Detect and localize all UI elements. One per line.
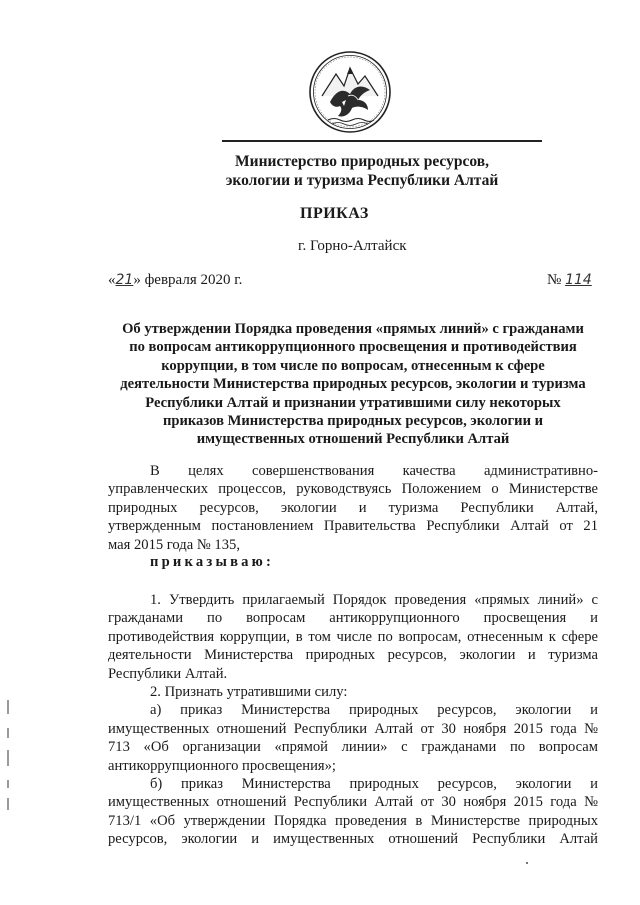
text-line: утвержденным постановлением Правительства Республики Алтай от 21 xyxy=(108,518,598,535)
number-value-handwritten: 114 xyxy=(565,272,592,288)
scan-speck xyxy=(526,862,528,864)
text-line: имущественных отношений Республики Алтай от 30 ноября 2015 года № xyxy=(108,794,598,811)
header-block xyxy=(222,140,542,190)
text-line: 1. Утвердить прилагаемый Порядок проведения «прямых линий» с xyxy=(150,592,598,608)
date-open-quote: « xyxy=(108,272,116,288)
text-line: б) приказ Министерства природных ресурсов, экологии и xyxy=(150,776,598,793)
ministry-line-2: экологии и туризма Республики Алтай xyxy=(225,172,499,189)
text-line: 713 «Об организации «прямой линии» с гражданами по вопросам xyxy=(108,739,598,756)
text-line: управленческих процессов, руководствуясь Положением о Министерстве xyxy=(108,481,598,498)
ministry-name xyxy=(222,152,502,190)
text-line: ресурсов, экологии и имущественных отношений Республики Алтай xyxy=(108,831,598,848)
text-line: а) приказ Министерства природных ресурсов, экологии и xyxy=(150,702,598,719)
date-rest: » февраля 2020 г. xyxy=(133,272,243,288)
ministry-line-1: Министерство природных ресурсов, xyxy=(235,153,489,170)
text-line: противодействия коррупции, в том числе по вопросам, отнесенным к сфере xyxy=(108,628,598,645)
coat-of-arms-emblem xyxy=(308,50,392,134)
order-number xyxy=(547,272,592,289)
number-prefix: № xyxy=(547,272,566,288)
subject-line: коррупции, в том числе по вопросам, отнесенным к сфере xyxy=(161,357,545,374)
scan-margin-marks xyxy=(7,700,11,810)
order-items xyxy=(108,591,598,849)
text-line: гражданами по вопросам антикоррупционного просвещения и xyxy=(108,610,598,627)
text-line: 2. Признать утратившими силу: xyxy=(150,684,348,701)
text-line: В целях совершенствования качества административно- xyxy=(150,463,598,479)
text-line: 713/1 «Об утверждении Порядка проведения в Министерстве природных xyxy=(108,812,598,829)
text-line: Республики Алтай. xyxy=(108,665,228,682)
order-word: приказываю: xyxy=(150,554,275,570)
preamble-paragraph xyxy=(108,462,598,554)
subject-line: имущественных отношений Республики Алтай xyxy=(196,431,510,448)
date-day-handwritten: 21 xyxy=(115,272,134,288)
order-subject xyxy=(108,320,598,449)
order-title: ПРИКАЗ xyxy=(300,205,369,222)
text-line: антикоррупционного просвещения»; xyxy=(108,757,336,774)
subject-line: приказов Министерства природных ресурсов, экологии и xyxy=(162,413,544,430)
text-line: имущественных отношений Республики Алтай от 30 ноября 2015 года № xyxy=(108,720,598,737)
order-word-line xyxy=(108,553,598,571)
city: г. Горно-Алтайск xyxy=(298,238,407,254)
header-rule xyxy=(222,140,542,142)
subject-line: деятельности Министерства природных ресурсов, экологии и туризма xyxy=(120,376,586,393)
text-line: деятельности Министерства природных ресурсов, экологии и туризма xyxy=(108,647,598,664)
text-line: мая 2015 года № 135, xyxy=(108,536,240,553)
order-date xyxy=(108,272,242,289)
subject-line: Об утверждении Порядка проведения «прямых линий» с гражданами xyxy=(122,321,584,337)
subject-line: Республики Алтай и признании утратившими силу некоторых xyxy=(145,394,561,411)
text-line: природных ресурсов, экологии и туризма Республики Алтай, xyxy=(108,499,598,516)
subject-line: по вопросам антикоррупционного просвещения и противодействия xyxy=(129,339,577,356)
